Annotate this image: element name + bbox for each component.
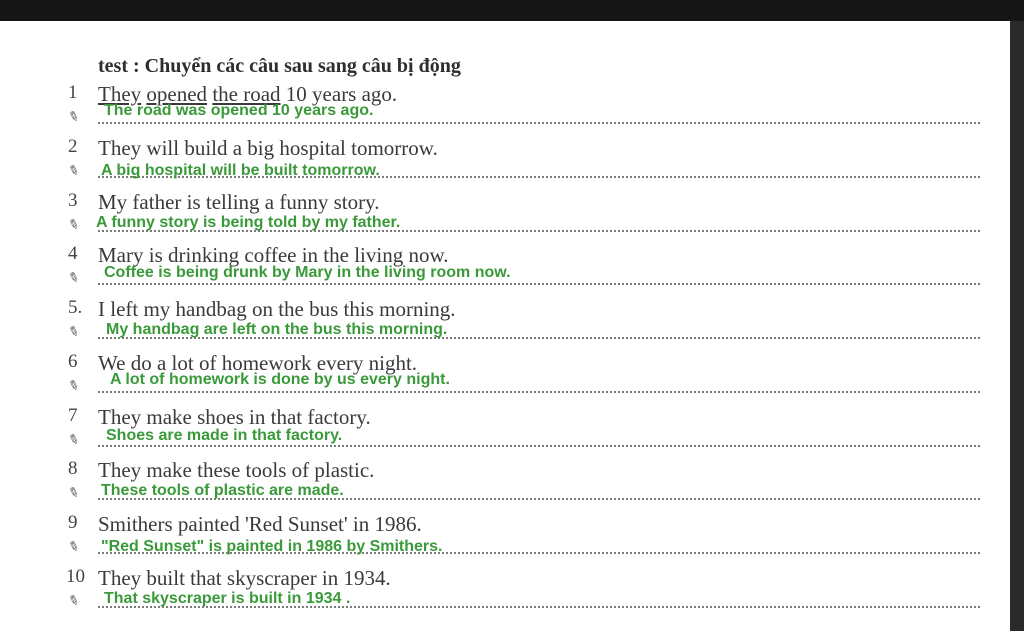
answer-text: A lot of homework is done by us every night.	[110, 371, 450, 388]
pen-icon: ✎	[65, 538, 82, 557]
question-number: 8	[68, 458, 78, 479]
question-4	[65, 243, 980, 297]
pen-icon: ✎	[65, 484, 82, 503]
answer-line	[98, 122, 980, 124]
sentence-rest: 10 years ago.	[285, 82, 398, 106]
question-sentence: They will build a big hospital tomorrow.	[98, 136, 438, 160]
answer-text: A big hospital will be built tomorrow.	[101, 162, 380, 179]
answer-text: Shoes are made in that factory.	[106, 427, 343, 444]
pen-icon: ✎	[65, 216, 82, 235]
question-number: 4	[68, 243, 78, 264]
question-number: 6	[68, 351, 78, 372]
pen-icon: ✎	[65, 108, 82, 127]
question-3	[65, 190, 980, 244]
question-5	[65, 297, 980, 351]
question-1	[65, 82, 980, 136]
pen-icon: ✎	[65, 431, 82, 450]
pen-icon: ✎	[65, 269, 82, 288]
pen-icon: ✎	[65, 592, 82, 611]
underlined-verb: opened	[146, 82, 208, 106]
question-2	[65, 136, 980, 190]
scrollbar-edge	[1010, 21, 1024, 631]
underlined-subject: They	[98, 82, 142, 106]
worksheet-title: test : Chuyển các câu sau sang câu bị động	[98, 55, 461, 77]
question-10	[65, 566, 980, 620]
answer-text: My handbag are left on the bus this morning.	[106, 321, 448, 338]
answer-text: These tools of plastic are made.	[101, 482, 344, 499]
question-number: 10	[66, 566, 85, 587]
question-sentence: They make shoes in that factory.	[98, 405, 371, 429]
top-bar	[0, 0, 1024, 21]
question-number: 7	[68, 405, 78, 426]
question-sentence: I left my handbag on the bus this morning.	[98, 297, 456, 321]
answer-line	[98, 445, 980, 447]
question-sentence: Mary is drinking coffee in the living now.	[98, 243, 449, 267]
answer-text: "Red Sunset" is painted in 1986 by Smithers.	[101, 538, 443, 555]
question-sentence: They built that skyscraper in 1934.	[98, 566, 391, 590]
answer-text: The road was opened 10 years ago.	[104, 102, 374, 119]
answer-line	[98, 283, 980, 285]
question-sentence: Smithers painted 'Red Sunset' in 1986.	[98, 512, 422, 536]
answer-text: That skyscraper is built in 1934 .	[104, 590, 351, 607]
answer-text: A funny story is being told by my father.	[96, 214, 401, 231]
question-sentence: My father is telling a funny story.	[98, 190, 380, 214]
question-number: 5.	[68, 297, 83, 318]
question-6	[65, 351, 980, 405]
question-sentence: We do a lot of homework every night.	[98, 351, 418, 375]
answer-text: Coffee is being drunk by Mary in the living room now.	[104, 264, 511, 281]
question-number: 2	[68, 136, 78, 157]
answer-line	[98, 391, 980, 393]
question-number: 1	[68, 82, 78, 103]
question-number: 9	[68, 512, 78, 533]
question-9	[65, 512, 980, 566]
pen-icon: ✎	[65, 162, 82, 181]
question-sentence: They make these tools of plastic.	[98, 458, 375, 482]
pen-icon: ✎	[65, 323, 82, 342]
pen-icon: ✎	[65, 377, 82, 396]
underlined-object: the road	[212, 82, 281, 106]
question-8	[65, 458, 980, 512]
question-number: 3	[68, 190, 78, 211]
question-7	[65, 405, 980, 459]
